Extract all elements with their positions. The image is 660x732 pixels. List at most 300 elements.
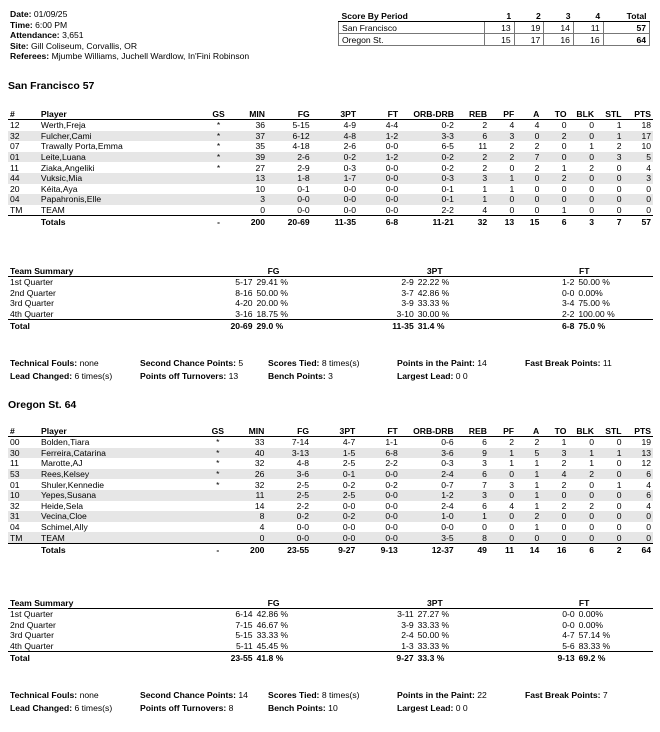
score-team: Oregon St.: [339, 34, 485, 46]
assists: 0: [516, 194, 541, 205]
column-header: BLK: [568, 425, 596, 437]
summary-row: [8, 277, 653, 288]
totals-blocks: 3: [569, 216, 597, 229]
assists: 1: [534, 458, 540, 469]
team-title: San Francisco 57: [8, 80, 95, 92]
quarter-label: 2nd Quarter: [10, 287, 56, 298]
turnovers: 0: [561, 183, 567, 194]
assists: 5: [516, 448, 541, 459]
totals-rebounds-split: 12-37: [400, 543, 456, 556]
misc-technical-fouls: [10, 358, 99, 368]
player-number: 32: [10, 500, 20, 511]
rebounds: 2: [456, 152, 489, 163]
three-pointers: 0-1: [311, 469, 357, 480]
total-score: 57: [603, 22, 649, 34]
column-header: REB: [456, 425, 489, 437]
minutes: 27: [255, 162, 266, 173]
fouls: 2: [489, 152, 516, 163]
totals-turnovers: 6: [541, 216, 568, 229]
totals-field-goals: 23-55: [266, 543, 311, 556]
turnovers: 0: [561, 141, 567, 152]
summary-row: [8, 288, 653, 299]
starter-mark: *: [216, 458, 220, 469]
rebounds-split: 3-5: [400, 532, 456, 543]
percentage: 50.00 %: [578, 277, 610, 288]
made-attempted: 4-7: [562, 630, 575, 641]
steals: 0: [596, 194, 623, 205]
total-label: Total: [8, 652, 193, 665]
percentage: 50.00 %: [417, 630, 450, 641]
player-row: [8, 152, 653, 163]
total-value: 9-13: [515, 652, 576, 665]
fouls: 0: [489, 532, 516, 543]
player-number: 12: [10, 120, 20, 131]
minutes: 0: [230, 532, 267, 543]
rebounds-split: 0-6: [441, 437, 454, 448]
blocks: 0: [569, 173, 597, 184]
player-name: Trawally Porta,Emma: [40, 141, 123, 152]
turnovers: 0: [541, 511, 568, 522]
misc-value: 14: [477, 358, 487, 368]
rebounds: 8: [456, 532, 489, 543]
totals-player-name: Totals: [39, 543, 206, 556]
points: 0: [624, 194, 653, 205]
misc-label: Technical Fouls:: [10, 690, 78, 700]
blocks: 0: [569, 131, 597, 142]
misc-label: Lead Changed:: [10, 703, 73, 713]
free-throws: 0-0: [385, 183, 399, 194]
totals-rebounds: 49: [456, 543, 489, 556]
column-header: FG: [266, 425, 311, 437]
made-attempted: 4-20: [235, 298, 253, 309]
quarter-label: 1st Quarter: [10, 277, 53, 288]
starter-mark: *: [216, 141, 221, 152]
rebounds: 3: [456, 173, 489, 184]
player-number: 20: [10, 183, 20, 194]
column-header: REB: [456, 108, 489, 120]
three-pointers: 1-7: [312, 173, 358, 184]
score-by-period-table: [338, 10, 650, 46]
free-throws: 0-0: [357, 511, 400, 522]
misc-bench: [268, 703, 338, 713]
player-name: Fulcher,Cami: [39, 131, 207, 142]
field-goals: 2-6: [267, 152, 312, 163]
starter-mark: *: [206, 448, 230, 459]
totals-field-goals: 20-69: [267, 216, 312, 229]
total-value: 69.2 %: [577, 652, 653, 665]
totals-assists: 15: [516, 216, 541, 229]
minutes: 3: [230, 194, 267, 205]
misc-value: 0 0: [455, 703, 468, 713]
percentage: 45.45 %: [256, 641, 289, 652]
made-attempted: 5-6: [562, 641, 575, 652]
steals: 0: [616, 458, 622, 469]
column-header: MIN: [230, 425, 267, 437]
misc-value: 3: [328, 371, 333, 381]
rebounds-split: 6-5: [441, 141, 454, 152]
field-goals: 6-12: [267, 131, 312, 142]
three-pointers: 2-5: [311, 490, 357, 501]
site-label: Site:: [10, 40, 29, 51]
total-value: 75.0 %: [576, 320, 653, 333]
summary-header: FG: [193, 597, 354, 609]
made-attempted: 3-9: [401, 298, 414, 309]
percentage: 20.00 %: [256, 298, 289, 309]
percentage: 100.00 %: [578, 309, 615, 320]
summary-total-row: [8, 652, 653, 665]
starter-mark: *: [216, 162, 221, 173]
misc-label: Scores Tied:: [268, 358, 320, 368]
misc-value: none: [79, 358, 99, 368]
misc-label: Fast Break Points:: [525, 690, 601, 700]
three-pointers: 0-2: [342, 479, 356, 490]
player-name: Heide,Sela: [40, 500, 84, 511]
fouls: 0: [489, 490, 516, 501]
player-row: [8, 532, 653, 543]
three-pointers: 0-0: [312, 194, 358, 205]
three-pointers: 0-0: [311, 532, 357, 543]
free-throws: 0-0: [358, 173, 400, 184]
points: 10: [641, 141, 651, 152]
player-number: 04: [8, 194, 39, 205]
percentage: 33.33 %: [417, 641, 450, 652]
free-throws: 1-1: [385, 437, 398, 448]
game-info: [10, 9, 249, 62]
totals-rebounds: 32: [456, 216, 489, 229]
quarter-label: 4th Quarter: [10, 309, 54, 320]
starter-mark: [206, 522, 230, 533]
assists: 1: [516, 469, 541, 480]
turnovers: 1: [561, 437, 567, 448]
box-score-table: [8, 108, 653, 228]
steals: 0: [596, 511, 623, 522]
minutes: 36: [255, 120, 266, 131]
percentage: 42.86 %: [256, 609, 289, 620]
totals-steals: 7: [596, 216, 623, 229]
free-throws: 0-0: [357, 490, 400, 501]
total-value: 20-69: [193, 320, 255, 333]
fouls: 2: [509, 141, 515, 152]
column-header: PTS: [623, 425, 653, 437]
made-attempted: 0-0: [561, 287, 575, 298]
made-attempted: 5-17: [235, 277, 253, 288]
assists: 2: [534, 141, 540, 152]
column-header: STL: [596, 108, 623, 120]
summary-total-row: [8, 320, 653, 333]
made-attempted: 3-9: [401, 619, 414, 630]
totals-player-name: Totals: [39, 216, 207, 229]
team-summary-table: [8, 597, 653, 664]
totals-starter-mark: -: [207, 216, 230, 229]
summary-row: [8, 620, 653, 631]
period-score: 19: [514, 22, 544, 34]
player-number: TM: [10, 205, 23, 216]
player-row: [8, 162, 653, 173]
summary-header: Team Summary: [8, 597, 193, 609]
minutes: 35: [255, 141, 266, 152]
blocks: 1: [568, 448, 596, 459]
misc-label: Fast Break Points:: [525, 358, 601, 368]
minutes: 33: [254, 437, 265, 448]
rebounds-split: 1-0: [400, 511, 456, 522]
period-score: 13: [485, 22, 515, 34]
made-attempted: 5-15: [235, 630, 253, 641]
points: 18: [641, 120, 651, 131]
summary-header: 3PT: [354, 597, 515, 609]
made-attempted: 8-16: [235, 287, 253, 298]
made-attempted: 0-0: [562, 609, 575, 620]
steals: 0: [596, 173, 623, 184]
starter-mark: [206, 490, 230, 501]
points: 0: [646, 522, 651, 533]
column-header: GS: [207, 108, 230, 120]
assists: 0: [534, 205, 540, 216]
misc-paint: [397, 690, 487, 700]
player-name: Papahronis,Elle: [39, 194, 207, 205]
percentage: 18.75 %: [256, 309, 289, 320]
misc-label: Largest Lead:: [397, 371, 454, 381]
totals-fouls: 11: [489, 543, 516, 556]
made-attempted: 7-15: [235, 619, 253, 630]
starter-mark: [206, 501, 230, 512]
field-goals: 0-0: [297, 205, 310, 216]
misc-value: 7: [602, 690, 608, 700]
percentage: 33.33 %: [417, 298, 450, 309]
fouls: 2: [509, 437, 515, 448]
misc-largest-lead: [397, 371, 468, 381]
rebounds-split: 3-3: [400, 131, 456, 142]
player-name: Schimel,Ally: [40, 522, 88, 533]
points: 19: [641, 437, 651, 448]
totals-fouls: 13: [489, 216, 516, 229]
field-goals: 3-6: [266, 469, 311, 480]
free-throws: 4-4: [385, 120, 399, 131]
misc-label: Points off Turnovers:: [140, 703, 227, 713]
blocks: 0: [568, 532, 596, 543]
steals: 0: [596, 469, 623, 480]
player-row: [8, 469, 653, 480]
fouls: 1: [509, 458, 515, 469]
misc-label: Scores Tied:: [268, 690, 320, 700]
misc-value: 14: [238, 690, 248, 700]
rebounds: 9: [456, 448, 489, 459]
rebounds: 6: [456, 469, 489, 480]
column-header: #: [8, 425, 39, 437]
box-score-table: [8, 425, 653, 556]
fouls: 3: [489, 131, 516, 142]
percentage: 33.33 %: [417, 619, 450, 630]
misc-label: Largest Lead:: [397, 703, 454, 713]
blocks: 2: [589, 500, 594, 511]
rebounds: 7: [482, 479, 487, 490]
field-goals: 4-18: [292, 141, 310, 152]
blocks: 0: [589, 183, 595, 194]
player-name: Vecina,Cloe: [39, 511, 206, 522]
totals-blocks: 6: [568, 543, 596, 556]
fouls: 1: [489, 448, 516, 459]
made-attempted: 5-11: [236, 641, 253, 652]
totals-player-number: [8, 543, 39, 556]
player-number: 04: [10, 522, 20, 533]
summary-row: [8, 298, 653, 309]
points: 6: [623, 469, 653, 480]
player-number: TM: [8, 532, 39, 543]
blocks: 2: [568, 469, 596, 480]
column-header: GS: [206, 425, 230, 437]
time-value: 6:00 PM: [35, 19, 68, 30]
three-pointers: 4-9: [343, 120, 357, 131]
steals: 0: [596, 490, 623, 501]
total-value: 33.3 %: [416, 652, 516, 665]
player-row: [8, 458, 653, 469]
minutes: 39: [230, 152, 267, 163]
field-goals: 0-1: [297, 183, 310, 194]
attendance-label: Attendance:: [10, 30, 60, 40]
steals: 1: [616, 120, 622, 131]
period-header: 3: [544, 10, 574, 22]
turnovers: 0: [541, 490, 568, 501]
percentage: 27.27 %: [417, 609, 450, 620]
percentage: 30.00 %: [417, 309, 450, 320]
fouls: 1: [489, 173, 516, 184]
totals-three-pointers: 9-27: [311, 543, 357, 556]
three-pointers: 1-5: [311, 448, 357, 459]
blocks: 0: [589, 120, 595, 131]
fouls: 0: [509, 522, 515, 533]
column-header: STL: [596, 425, 623, 437]
assists: 1: [534, 479, 540, 490]
percentage: 46.67 %: [256, 619, 289, 630]
player-number: 00: [10, 437, 20, 448]
points: 12: [641, 458, 651, 469]
free-throws: 2-2: [385, 458, 398, 469]
misc-off-turnovers: [140, 371, 238, 381]
field-goals: 0-0: [267, 194, 312, 205]
three-pointers: 4-8: [312, 131, 358, 142]
summary-row: [8, 641, 653, 652]
player-row: [8, 479, 653, 490]
steals: 0: [616, 205, 622, 216]
minutes: 13: [230, 173, 267, 184]
percentage: 57.14 %: [578, 630, 611, 641]
totals-steals: 2: [596, 543, 623, 556]
steals: 0: [616, 162, 622, 173]
period-score: 16: [544, 34, 574, 46]
steals: 2: [616, 141, 622, 152]
starter-mark: *: [216, 479, 220, 490]
column-header: Player: [39, 425, 206, 437]
points: 0: [623, 532, 653, 543]
total-value: 23-55: [193, 652, 255, 665]
made-attempted: 2-2: [561, 309, 575, 320]
misc-value: 5: [238, 358, 244, 368]
summary-header: FT: [515, 265, 653, 277]
minutes: 26: [230, 469, 267, 480]
blocks: 0: [568, 511, 596, 522]
assists: 0: [516, 131, 541, 142]
turnovers: 2: [561, 500, 567, 511]
field-goals: 2-2: [296, 500, 310, 511]
field-goals: 0-2: [266, 511, 311, 522]
summary-header: FG: [193, 265, 354, 277]
turnovers: 0: [541, 532, 568, 543]
misc-label: Points in the Paint:: [397, 358, 475, 368]
minutes: 32: [254, 458, 265, 469]
misc-value: 13: [228, 371, 239, 381]
summary-row: [8, 309, 653, 320]
player-name: Leite,Luana: [39, 152, 207, 163]
free-throws: 0-0: [385, 500, 398, 511]
misc-label: Bench Points:: [268, 703, 326, 713]
misc-scores-tied: [268, 358, 360, 368]
fouls: 1: [509, 183, 515, 194]
total-value: 31.4 %: [416, 320, 516, 333]
rebounds: 1: [482, 183, 488, 194]
rebounds-split: 3-6: [400, 448, 456, 459]
rebounds: 3: [456, 490, 489, 501]
column-header: PF: [489, 425, 516, 437]
period-header: 1: [485, 10, 515, 22]
blocks: 0: [569, 152, 597, 163]
points: 4: [646, 479, 651, 490]
period-score: 17: [514, 34, 544, 46]
assists: 4: [534, 120, 540, 131]
fouls: 0: [509, 162, 515, 173]
total-value: 9-27: [354, 652, 415, 665]
column-header: ORB-DRB: [400, 425, 456, 437]
misc-label: Second Chance Points:: [140, 690, 236, 700]
misc-lead-changed: [10, 371, 112, 381]
team-title: Oregon St. 64: [8, 399, 77, 411]
fouls: 3: [509, 479, 515, 490]
misc-technical-fouls: [10, 690, 99, 700]
column-header: Player: [39, 108, 207, 120]
player-row: [8, 120, 653, 131]
turnovers: 0: [561, 522, 567, 533]
three-pointers: 2-5: [342, 458, 356, 469]
starter-mark: [207, 194, 230, 205]
made-attempted: 2-9: [401, 277, 414, 288]
player-row: [8, 173, 653, 184]
player-number: 53: [8, 469, 39, 480]
fouls: 0: [509, 205, 515, 216]
misc-second-chance: [140, 690, 248, 700]
period-score: 15: [485, 34, 515, 46]
totals-free-throws: 9-13: [357, 543, 400, 556]
player-name: TEAM: [40, 205, 65, 216]
made-attempted: 2-4: [401, 630, 414, 641]
field-goals: 3-13: [266, 448, 311, 459]
misc-value: 10: [328, 703, 338, 713]
period-header: 4: [573, 10, 603, 22]
period-score: 11: [573, 22, 603, 34]
totals-minutes: 200: [230, 216, 267, 229]
total-value: 6-8: [515, 320, 576, 333]
blocks: 0: [589, 205, 595, 216]
totals-row: [8, 216, 653, 229]
totals-points: 64: [623, 543, 653, 556]
made-attempted: 3-4: [561, 298, 575, 309]
turnovers: 2: [541, 131, 568, 142]
steals: 1: [596, 448, 623, 459]
totals-player-number: [8, 216, 39, 229]
blocks: 0: [589, 479, 594, 490]
rebounds-split: 1-2: [400, 490, 456, 501]
turnovers: 0: [561, 120, 567, 131]
three-pointers: 0-2: [311, 511, 357, 522]
misc-second-chance: [140, 358, 243, 368]
made-attempted: 3-10: [396, 309, 414, 320]
